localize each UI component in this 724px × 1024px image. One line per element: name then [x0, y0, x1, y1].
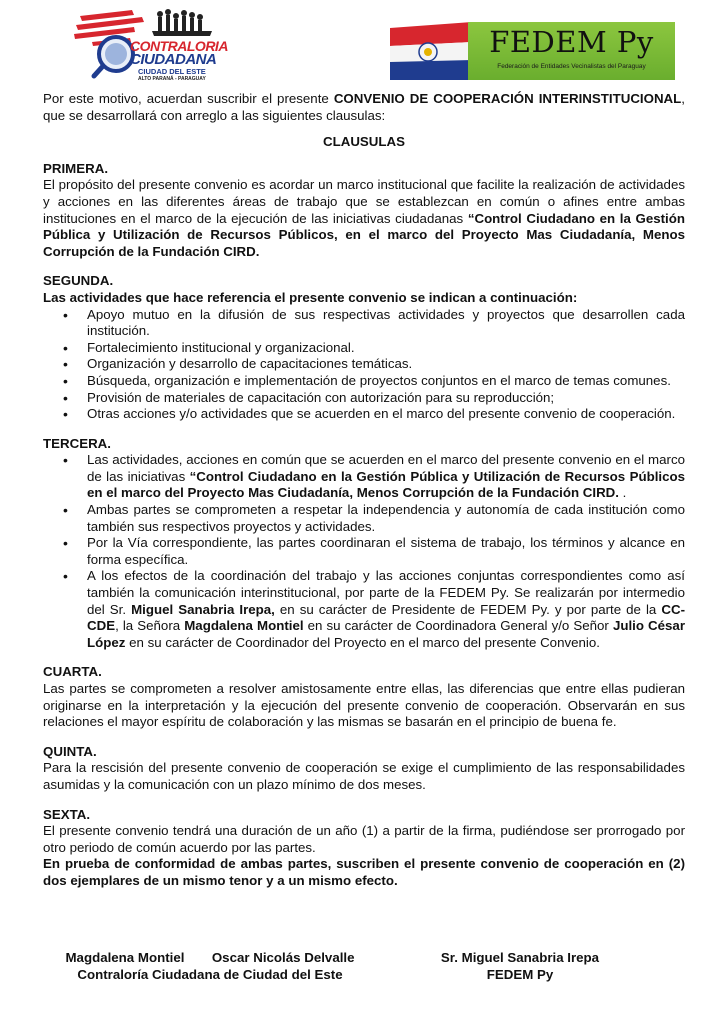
closing-paragraph: En prueba de conformidad de ambas partes, suscriben el presente convenio de cooperación en (2) dos ejemplares de un mismo tenor y a un mismo efecto.	[43, 856, 685, 888]
fedem-py-logo	[390, 22, 675, 80]
tercera-heading: TERCERA.	[43, 435, 111, 451]
tercera-item1-text: Las actividades, acciones en común que se acuerden en el marco del presente convenio en el marco de las iniciativas	[87, 452, 685, 484]
primera-text: El propósito del presente convenio es acordar un marco institucional que facilite la realización de actividades y acciones en las diferentes áreas de trabajo que se establezcan en común o afines entre ambas instituciones en el marco de la ejecución de las iniciativas ciudadanas	[43, 177, 685, 226]
cuarta-paragraph: Las partes se comprometen a resolver amistosamente entre ellas, las diferencias que entre ellas pudieran originarse en la interpretación y la ejecución del presente convenio de cooperación. Observarán en sus relaciones el mayor espíritu de colaboración y las mismas se basarán en el principio de buena fe.	[43, 681, 685, 730]
tercera-item4-text4: en su carácter de Coordinadora General y/o Señor	[303, 618, 613, 634]
tercera-item4-text5: en su carácter de Coordinador del Proyecto en el marco del presente Convenio.	[125, 634, 600, 650]
signature-names-left	[60, 949, 360, 966]
list-item: • Otras acciones y/o actividades que se acuerden en el marco del presente convenio de cooperación.	[87, 406, 685, 423]
tercera-item4-text2: en su carácter de Presidente de FEDEM Py. y por parte de la	[274, 601, 662, 617]
signature-block-fedem	[420, 949, 620, 983]
paraguay-flag-icon	[390, 22, 472, 80]
fedem-title: FEDEM Py	[489, 25, 654, 59]
name-miguel-sanabria: Miguel Sanabria Irepa,	[131, 601, 275, 617]
list-item	[87, 568, 685, 651]
list-item: • Búsqueda, organización e implementación de proyectos conjuntos en el marco de temas comunes.	[87, 373, 685, 390]
logo-line-contraloria: CONTRALORIA	[130, 38, 228, 54]
sexta-heading: SEXTA.	[43, 806, 91, 822]
segunda-list	[43, 307, 685, 423]
signatory-oscar: Oscar Nicolás Delvalle	[211, 950, 355, 965]
signatory-org-right: FEDEM Py	[486, 967, 554, 982]
intro-text: Por este motivo, acuerdan suscribir el presente	[43, 91, 334, 106]
signatory-miguel: Sr. Miguel Sanabria Irepa	[440, 950, 600, 965]
intro-text-end: , que se desarrollará con arreglo a las siguientes clausulas:	[43, 91, 685, 123]
fedem-subtitle: Federación de Entidades Vecinalistas del Paraguay	[497, 63, 646, 70]
segunda-intro: Las actividades que hace referencia el presente convenio se indican a continuación:	[43, 289, 578, 305]
logo-line-ciudadana: CIUDADANA	[130, 51, 217, 68]
segunda-heading: SEGUNDA.	[43, 273, 114, 289]
signatory-org-left: Contraloría Ciudadana de Ciudad del Este	[77, 967, 343, 982]
signature-block-contraloria	[60, 949, 360, 983]
intro-paragraph	[43, 91, 685, 124]
tercera-item1-bold: “Control Ciudadano en la Gestión Pública y Utilización de Recursos Públicos en el marco del Proyecto Mas Ciudadanía, Menos Corrupción de la Fundación CIRD.	[87, 468, 686, 501]
quinta-paragraph: Para la rescisión del presente convenio de cooperación se exige el cumplimiento de las responsabilidades asumidas y la comunicación con un plazo mínimo de dos meses.	[43, 760, 685, 792]
fedem-banner	[468, 22, 675, 80]
org-cc-cde: CC-CDE	[87, 601, 685, 634]
list-item	[87, 452, 685, 502]
primera-paragraph	[43, 177, 685, 260]
name-julio-cesar-lopez: Julio César López	[87, 618, 685, 650]
list-item: • Fortalecimiento institucional y organizacional.	[87, 340, 685, 357]
tercera-list	[43, 452, 685, 651]
primera-heading: PRIMERA.	[43, 160, 109, 176]
list-item: • Ambas partes se comprometen a respetar la independencia y autonomía de cada institución como también sus respectivos proyectos y actividades.	[87, 502, 685, 535]
cuarta-heading: CUARTA.	[43, 664, 102, 680]
clausulas-title: CLAUSULAS	[323, 134, 405, 150]
tercera-item4-text: A los efectos de la coordinación del trabajo y las acciones conjuntas correspondientes como así también la comunicación interinstitucional, por parte de la FEDEM Py. Se realizarán por intermedio del Sr.	[87, 568, 685, 617]
contraloria-ciudadana-logo	[72, 8, 228, 84]
logo-line-alto-parana: ALTO PARANÁ - PARAGUAY	[138, 76, 206, 82]
list-item: • Organización y desarrollo de capacitaciones temáticas.	[87, 356, 685, 373]
list-item: • Provisión de materiales de capacitación con autorización para su reproducción;	[87, 390, 685, 407]
primera-bold: “Control Ciudadano en la Gestión Pública y Utilización de Recursos Públicos, en el marco del Proyecto Mas Ciudadanía, Menos Corrupción de la Fundación CIRD.	[43, 210, 685, 259]
document-body	[43, 91, 685, 890]
sexta-paragraph: El presente convenio tendrá una duración de un año (1) a partir de la firma, pudiéndose ser prorrogado por otro periodo de común acuerdo por las partes.	[43, 823, 685, 855]
logo-line-ciudad-del-este: CIUDAD DEL ESTE	[138, 67, 206, 76]
list-item: • Apoyo mutuo en la difusión de sus respectivas actividades y proyectos que desarrollen cada institución.	[87, 307, 685, 340]
list-item: • Por la Vía correspondiente, las partes coordinaran el sistema de trabajo, los términos y alcance en forma específica.	[87, 535, 685, 568]
quinta-heading: QUINTA.	[43, 743, 97, 759]
signatory-magdalena: Magdalena Montiel	[65, 950, 185, 965]
tercera-item4-text3: , la Señora	[115, 618, 185, 634]
intro-bold: CONVENIO DE COOPERACIÓN INTERINSTITUCIONAL	[333, 91, 682, 106]
tercera-item1-end: .	[618, 485, 627, 501]
name-magdalena-montiel: Magdalena Montiel	[184, 618, 304, 634]
